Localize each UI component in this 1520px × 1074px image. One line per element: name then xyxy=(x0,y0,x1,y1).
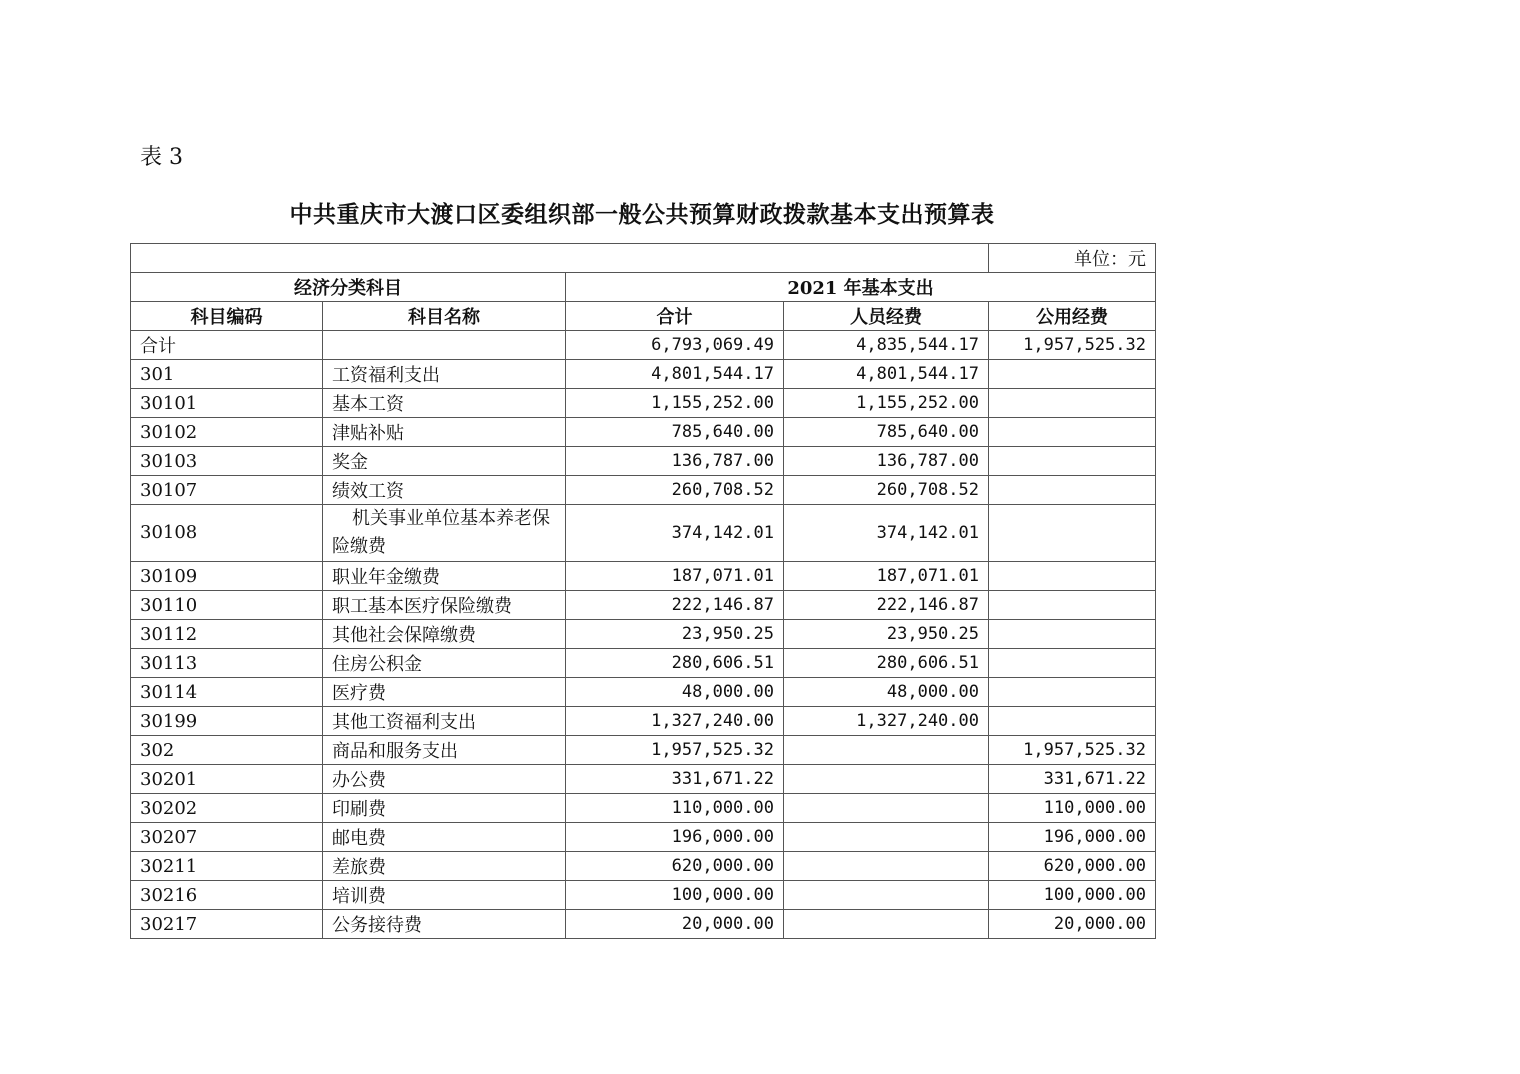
unit-row xyxy=(131,244,1156,273)
table-row xyxy=(131,794,1156,823)
header-total: 合计 xyxy=(566,302,784,331)
row-code: 30114 xyxy=(131,678,323,707)
row-name: 其他社会保障缴费 xyxy=(323,620,566,649)
row-public xyxy=(989,707,1156,736)
row-public xyxy=(989,649,1156,678)
row-personnel xyxy=(784,794,989,823)
row-personnel: 280,606.51 xyxy=(784,649,989,678)
row-total: 20,000.00 xyxy=(566,910,784,939)
row-personnel: 48,000.00 xyxy=(784,678,989,707)
table-row xyxy=(131,360,1156,389)
row-total: 23,950.25 xyxy=(566,620,784,649)
row-total: 1,957,525.32 xyxy=(566,736,784,765)
row-total: 1,155,252.00 xyxy=(566,389,784,418)
row-name: 培训费 xyxy=(323,881,566,910)
row-personnel: 785,640.00 xyxy=(784,418,989,447)
header-year-basic: 2021 年基本支出 xyxy=(566,273,1156,302)
row-name: 基本工资 xyxy=(323,389,566,418)
row-public: 110,000.00 xyxy=(989,794,1156,823)
header-econ-class: 经济分类科目 xyxy=(131,273,566,302)
row-code: 30102 xyxy=(131,418,323,447)
row-total: 100,000.00 xyxy=(566,881,784,910)
table-row xyxy=(131,736,1156,765)
row-personnel xyxy=(784,910,989,939)
row-total: 222,146.87 xyxy=(566,591,784,620)
row-name: 商品和服务支出 xyxy=(323,736,566,765)
row-name: 公务接待费 xyxy=(323,910,566,939)
table-row xyxy=(131,649,1156,678)
row-public xyxy=(989,505,1156,562)
row-name: 职业年金缴费 xyxy=(323,562,566,591)
row-personnel xyxy=(784,823,989,852)
row-personnel xyxy=(784,881,989,910)
row-public: 100,000.00 xyxy=(989,881,1156,910)
header-row-group xyxy=(131,273,1156,302)
row-public xyxy=(989,591,1156,620)
row-name: 其他工资福利支出 xyxy=(323,707,566,736)
row-code: 30199 xyxy=(131,707,323,736)
row-code: 30207 xyxy=(131,823,323,852)
row-name: 住房公积金 xyxy=(323,649,566,678)
header-code: 科目编码 xyxy=(131,302,323,331)
row-personnel xyxy=(784,765,989,794)
row-name: 机关事业单位基本养老保险缴费 xyxy=(323,505,566,562)
unit-label: 单位：元 xyxy=(989,244,1156,273)
row-total: 620,000.00 xyxy=(566,852,784,881)
row-personnel: 222,146.87 xyxy=(784,591,989,620)
total-row-public: 1,957,525.32 xyxy=(989,331,1156,360)
header-personnel: 人员经费 xyxy=(784,302,989,331)
row-code: 30109 xyxy=(131,562,323,591)
row-public xyxy=(989,620,1156,649)
row-name: 差旅费 xyxy=(323,852,566,881)
table-row xyxy=(131,765,1156,794)
row-code: 30101 xyxy=(131,389,323,418)
document-title: 中共重庆市大渡口区委组织部一般公共预算财政拨款基本支出预算表 xyxy=(289,201,995,228)
row-total: 136,787.00 xyxy=(566,447,784,476)
row-code: 30202 xyxy=(131,794,323,823)
row-public xyxy=(989,418,1156,447)
row-name: 邮电费 xyxy=(323,823,566,852)
table-row xyxy=(131,389,1156,418)
row-code: 30112 xyxy=(131,620,323,649)
row-personnel: 260,708.52 xyxy=(784,476,989,505)
row-code: 301 xyxy=(131,360,323,389)
table-row xyxy=(131,707,1156,736)
header-public: 公用经费 xyxy=(989,302,1156,331)
row-total: 48,000.00 xyxy=(566,678,784,707)
row-public xyxy=(989,562,1156,591)
table-row xyxy=(131,562,1156,591)
row-total: 785,640.00 xyxy=(566,418,784,447)
row-public xyxy=(989,447,1156,476)
table-row xyxy=(131,823,1156,852)
total-row-total: 6,793,069.49 xyxy=(566,331,784,360)
row-public xyxy=(989,678,1156,707)
table-number-label: 表 3 xyxy=(140,145,183,170)
header-name: 科目名称 xyxy=(323,302,566,331)
row-public: 196,000.00 xyxy=(989,823,1156,852)
row-name: 职工基本医疗保险缴费 xyxy=(323,591,566,620)
row-public: 620,000.00 xyxy=(989,852,1156,881)
row-public: 1,957,525.32 xyxy=(989,736,1156,765)
table-body xyxy=(131,331,1156,939)
table-row xyxy=(131,591,1156,620)
row-total: 280,606.51 xyxy=(566,649,784,678)
table-row xyxy=(131,678,1156,707)
total-row-label: 合计 xyxy=(131,331,323,360)
row-public xyxy=(989,476,1156,505)
row-public xyxy=(989,360,1156,389)
row-personnel: 374,142.01 xyxy=(784,505,989,562)
total-row-personnel: 4,835,544.17 xyxy=(784,331,989,360)
row-total: 196,000.00 xyxy=(566,823,784,852)
row-code: 30103 xyxy=(131,447,323,476)
row-personnel: 1,155,252.00 xyxy=(784,389,989,418)
row-code: 30113 xyxy=(131,649,323,678)
row-total: 187,071.01 xyxy=(566,562,784,591)
row-code: 30110 xyxy=(131,591,323,620)
row-name: 绩效工资 xyxy=(323,476,566,505)
row-total: 374,142.01 xyxy=(566,505,784,562)
row-name: 工资福利支出 xyxy=(323,360,566,389)
table-row xyxy=(131,418,1156,447)
table-row xyxy=(131,852,1156,881)
unit-spacer xyxy=(131,244,989,273)
row-total: 4,801,544.17 xyxy=(566,360,784,389)
row-code: 30211 xyxy=(131,852,323,881)
table-row xyxy=(131,910,1156,939)
row-name: 办公费 xyxy=(323,765,566,794)
row-total: 1,327,240.00 xyxy=(566,707,784,736)
row-public: 20,000.00 xyxy=(989,910,1156,939)
total-row xyxy=(131,331,1156,360)
row-personnel xyxy=(784,736,989,765)
row-personnel: 4,801,544.17 xyxy=(784,360,989,389)
table-row xyxy=(131,620,1156,649)
row-name: 医疗费 xyxy=(323,678,566,707)
row-code: 30108 xyxy=(131,505,323,562)
row-code: 30216 xyxy=(131,881,323,910)
row-name: 津贴补贴 xyxy=(323,418,566,447)
row-code: 30107 xyxy=(131,476,323,505)
row-code: 30201 xyxy=(131,765,323,794)
table-row xyxy=(131,881,1156,910)
row-total: 110,000.00 xyxy=(566,794,784,823)
header-row-columns xyxy=(131,302,1156,331)
row-public: 331,671.22 xyxy=(989,765,1156,794)
row-total: 331,671.22 xyxy=(566,765,784,794)
budget-table xyxy=(130,243,1156,939)
table-row xyxy=(131,505,1156,562)
row-personnel: 23,950.25 xyxy=(784,620,989,649)
row-code: 302 xyxy=(131,736,323,765)
row-personnel: 1,327,240.00 xyxy=(784,707,989,736)
table-row xyxy=(131,447,1156,476)
row-code: 30217 xyxy=(131,910,323,939)
row-personnel: 187,071.01 xyxy=(784,562,989,591)
row-public xyxy=(989,389,1156,418)
total-row-name xyxy=(323,331,566,360)
row-name: 印刷费 xyxy=(323,794,566,823)
row-total: 260,708.52 xyxy=(566,476,784,505)
row-personnel: 136,787.00 xyxy=(784,447,989,476)
table-row xyxy=(131,476,1156,505)
row-name: 奖金 xyxy=(323,447,566,476)
row-personnel xyxy=(784,852,989,881)
